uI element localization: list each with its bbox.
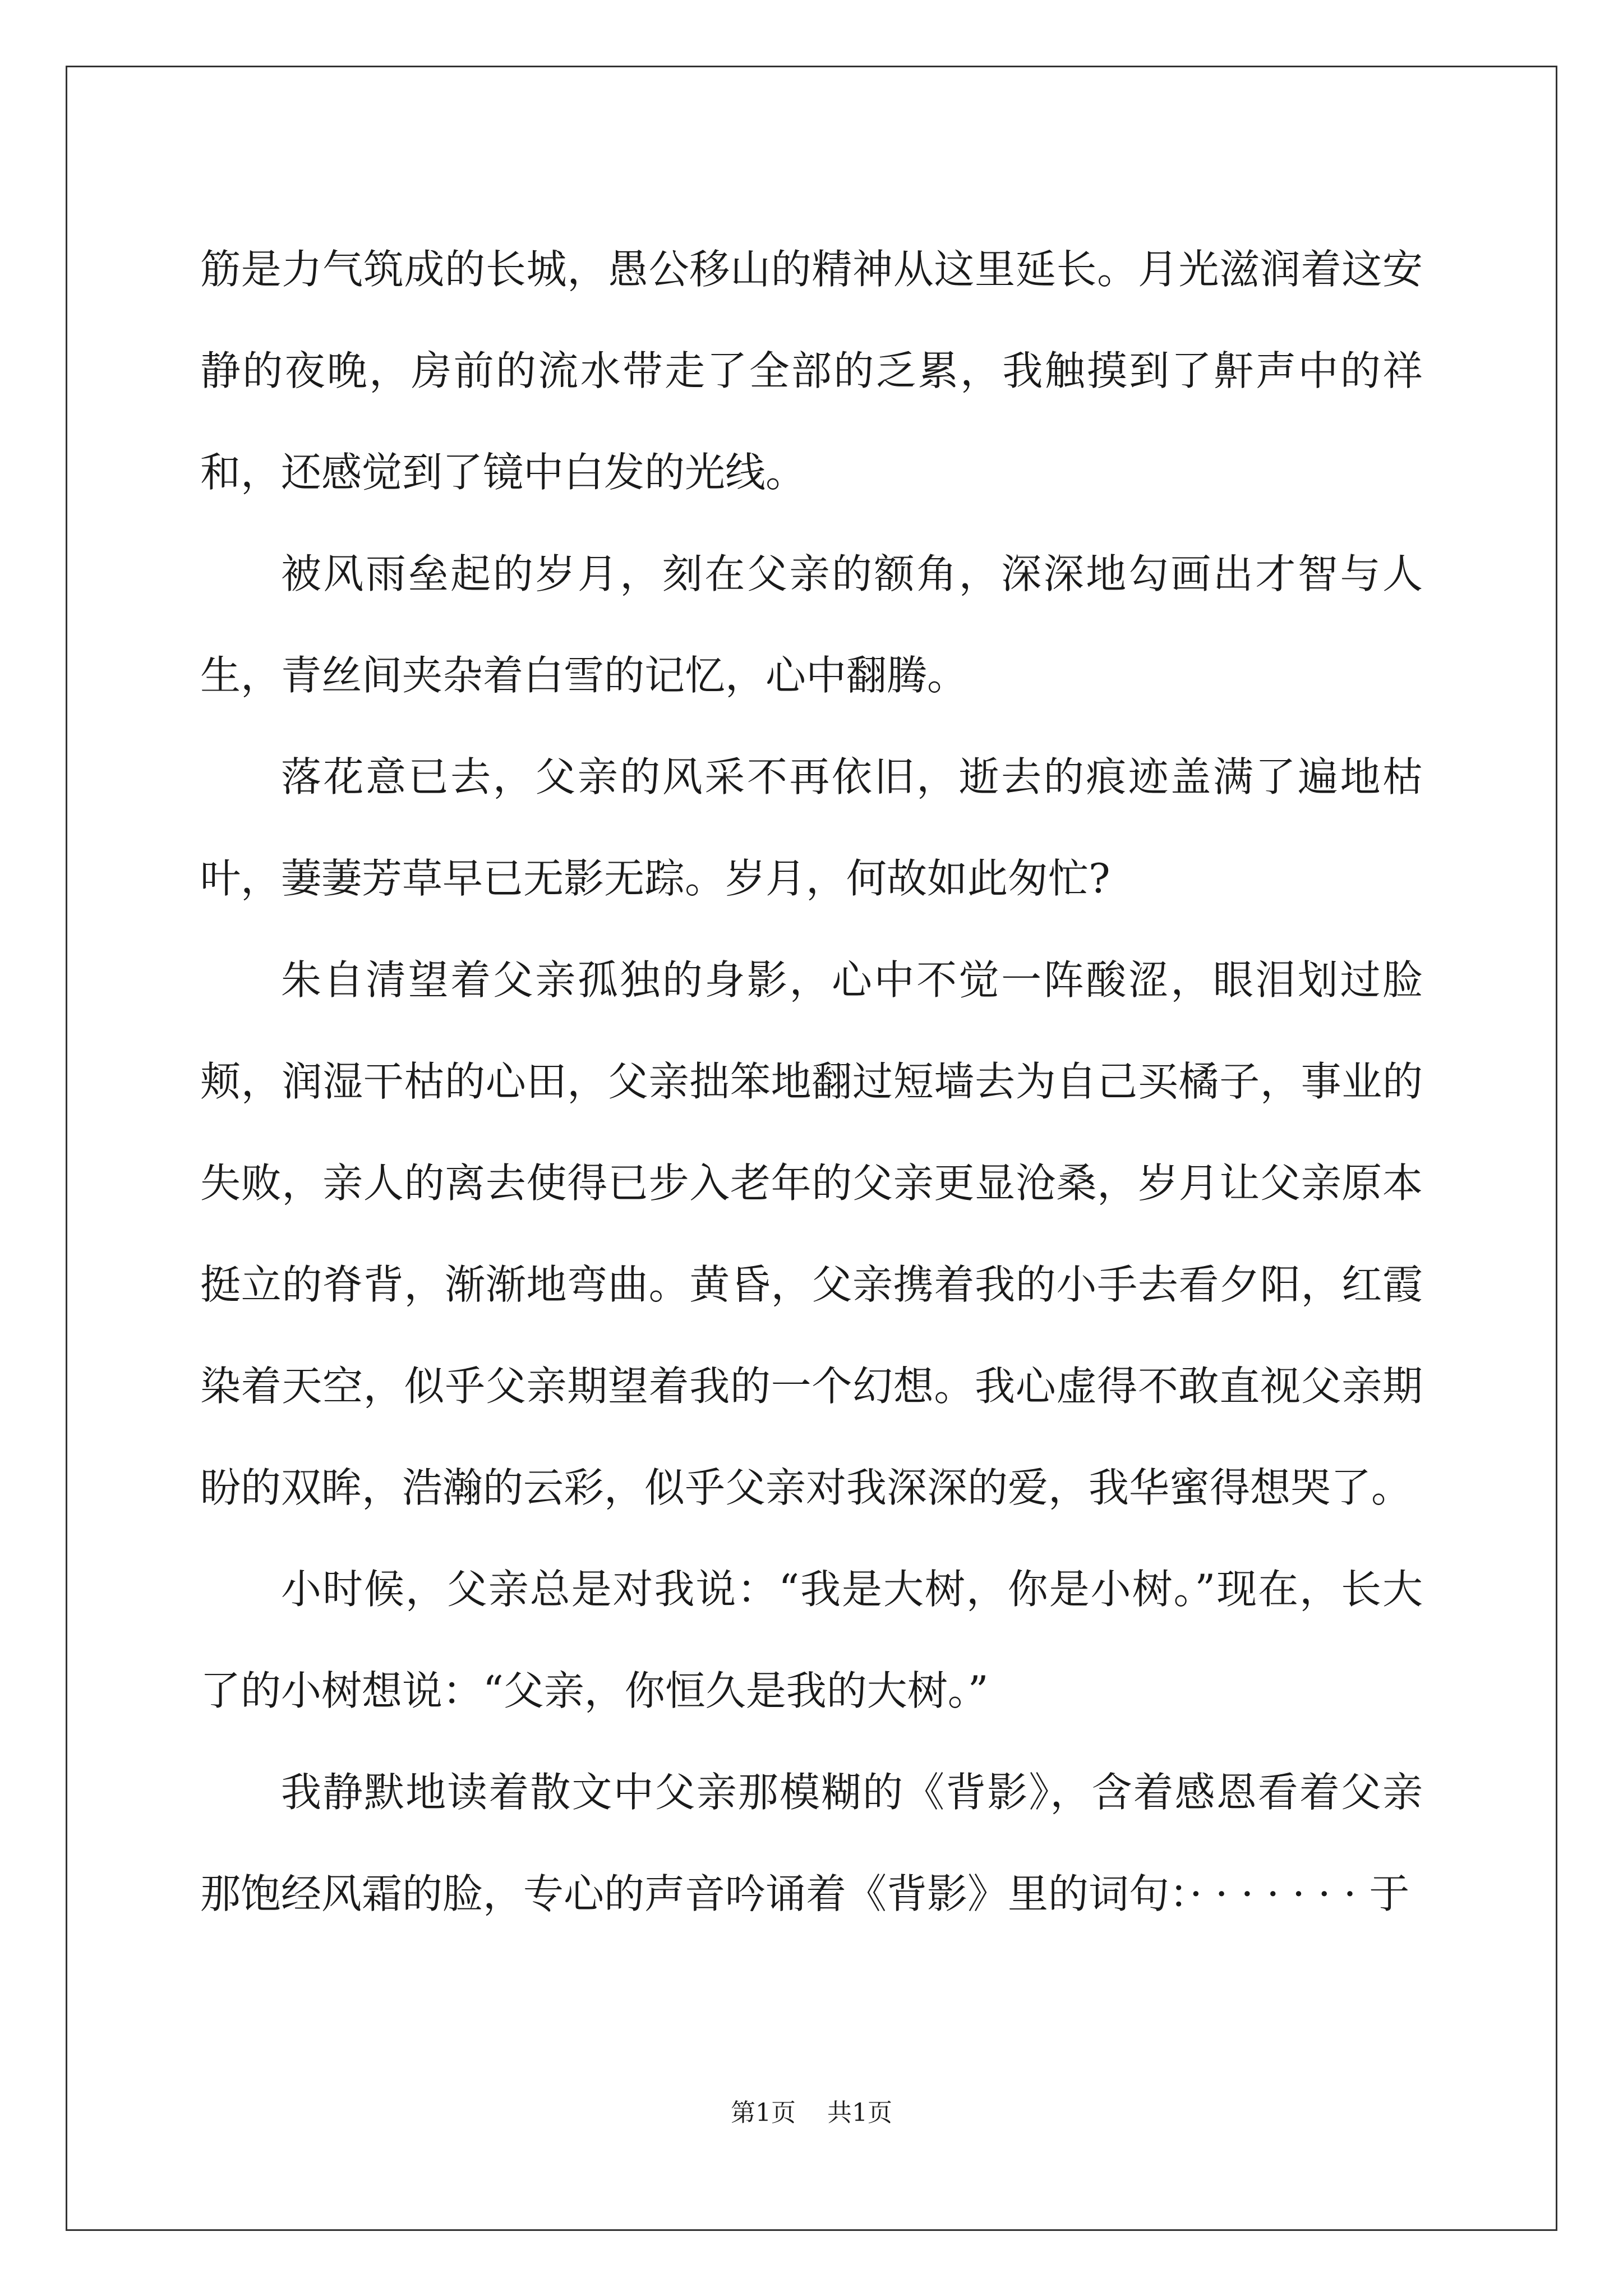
document-body (200, 219, 1423, 1945)
paragraph-1: 筋是力气筑成的长城，愚公移山的精神从这里延长。月光滋润着这安静的夜晚，房前的流水带走了全部的乏累，我触摸到了鼾声中的祥和，还感觉到了镜中白发的光线。 (200, 246, 1423, 496)
page-number-footer: 第1页 共1页 (731, 2099, 892, 2127)
paragraph-5: 小时候，父亲总是对我说：“我是大树，你是小树。”现在，长大了的小树想说：“父亲，你恒久是我的大树。” (200, 1566, 1423, 1714)
paragraph-3: 落花意已去，父亲的风采不再依旧，逝去的痕迹盖满了遍地枯叶，萋萋芳草早已无影无踪。岁月，何故如此匆忙? (200, 753, 1423, 902)
paragraph-2: 被风雨垒起的岁月，刻在父亲的额角，深深地勾画出才智与人生，青丝间夹杂着白雪的记忆，心中翻腾。 (200, 550, 1423, 699)
paragraph-6: 我静默地读着散文中父亲那模糊的《背影》，含着感恩看着父亲那饱经风霜的脸，专心的声音吟诵着《背影》里的词句：· · · · · · · 于 (200, 1769, 1423, 1917)
paragraph-4: 朱自清望着父亲孤独的身影，心中不觉一阵酸涩，眼泪划过脸颊，润湿干枯的心田，父亲拙笨地翻过短墙去为自己买橘子，事业的失败，亲人的离去使得已步入老年的父亲更显沧桑，岁月让父亲原本挺立的脊背，渐渐地弯曲。黄昏，父亲携着我的小手去看夕阳，红霞染着天空，似乎父亲期望着我的一个幻想。我心虚得不敢直视父亲期盼的双眸，浩瀚的云彩，似乎父亲对我深深的爱，我华蜜得想哭了。 (200, 956, 1423, 1511)
